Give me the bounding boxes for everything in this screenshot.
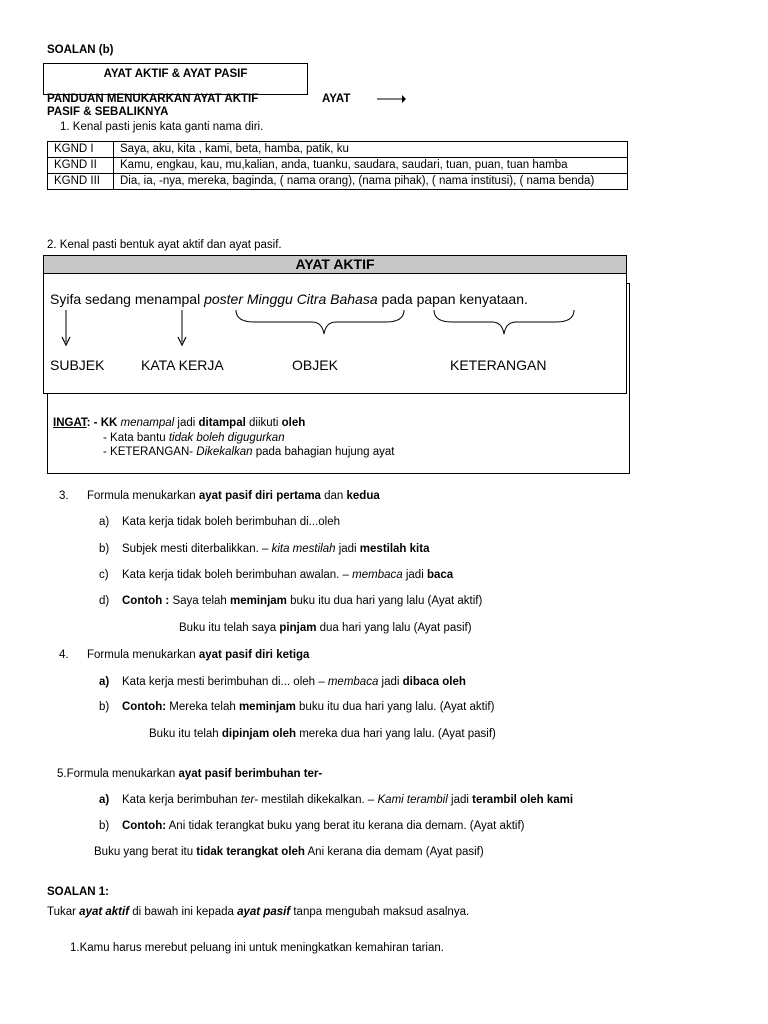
s3-part: baca: [426, 569, 454, 581]
s4-part: ayat pasif diri ketiga: [198, 649, 310, 661]
label-subjek: SUBJEK: [50, 357, 105, 373]
s5-part: Kata kerja berimbuhan: [122, 794, 241, 806]
s5-b-label: b): [99, 820, 110, 832]
label-kata-kerja: KATA KERJA: [141, 357, 224, 373]
s3-part: kita mestilah: [271, 543, 336, 555]
kgnd-table: [47, 141, 628, 190]
table-row: [48, 158, 628, 174]
s3-part: Saya telah: [169, 595, 230, 607]
title-box: [43, 63, 308, 95]
s4-part: meminjam: [238, 701, 296, 713]
ingat-part: - Kata bantu: [103, 432, 169, 444]
ingat-part: pada bahagian hujung ayat: [252, 446, 395, 458]
brace-arrows-graphic: [44, 304, 624, 354]
s4-part: Mereka telah: [166, 701, 239, 713]
ayat-aktif-header: [44, 256, 626, 274]
ingat-line2: [103, 431, 285, 446]
s3-part: jadi: [335, 543, 360, 555]
s4-part: buku itu dua hari yang lalu. (Ayat aktif): [295, 701, 495, 713]
s3-a-label: a): [99, 516, 110, 528]
s5-b-text: [122, 820, 524, 832]
s5-part: tidak terangkat oleh: [196, 846, 305, 858]
s3-part: pinjam: [279, 622, 317, 634]
s5-part: Buku yang berat itu: [94, 846, 197, 858]
s5-a-label: a): [99, 794, 110, 806]
s3-b-text: [122, 543, 429, 555]
ingat-part: jadi: [174, 417, 199, 429]
s3-part: buku itu dua hari yang lalu (Ayat aktif): [286, 595, 483, 607]
sentence-part: Syifa sedang menampal: [50, 291, 205, 307]
s3-part: Kata kerja tidak boleh berimbuhan awalan. –: [122, 569, 353, 581]
s5-part: mestilah dikekalkan. –: [257, 794, 378, 806]
s5-part: jadi: [447, 794, 473, 806]
s5-a-text: [122, 794, 573, 806]
instr-part: di bawah ini kepada: [129, 906, 238, 918]
s4-part: dibaca oleh: [402, 676, 466, 688]
sentence-part: pada papan kenyataan.: [377, 291, 528, 307]
ingat-part: oleh: [281, 417, 306, 429]
s5-part: ayat pasif berimbuhan ter-: [178, 768, 323, 780]
arrow-right-icon: [376, 93, 406, 105]
ingat-part: diikuti: [245, 417, 282, 429]
instr-part: ayat pasif: [237, 906, 291, 918]
s3-part: Formula menukarkan: [87, 490, 199, 502]
s4-part: mereka dua hari yang lalu. (Ayat pasif): [296, 728, 496, 740]
title-box-text: AYAT AKTIF & AYAT PASIF: [103, 68, 248, 80]
s3-part: mestilah kita: [359, 543, 430, 555]
s5-part: 5.Formula menukarkan: [57, 768, 179, 780]
s3-num: 3.: [59, 490, 69, 502]
s4-part: Kata kerja mesti berimbuhan di... oleh –: [122, 676, 328, 688]
soalan1-title: SOALAN 1:: [47, 886, 109, 898]
s3-part: Contoh :: [122, 595, 170, 607]
ingat-line1: [53, 416, 305, 431]
s4-part: jadi: [378, 676, 403, 688]
s4-title: [87, 649, 309, 661]
soalan1-instruction: [47, 906, 469, 918]
label-objek: OBJEK: [292, 357, 338, 373]
s5-part: terambil oleh kami: [472, 794, 574, 806]
s4-b-text: [122, 701, 494, 713]
s3-d-label: d): [99, 595, 110, 607]
instr-part: Tukar: [47, 906, 80, 918]
s4-num: 4.: [59, 649, 69, 661]
s3-d-text: [122, 595, 482, 607]
soalan-b-heading: SOALAN (b): [47, 44, 114, 56]
kgnd-text: Dia, ia, -nya, mereka, baginda, ( nama orang), (nama pihak), ( nama institusi), ( nama benda): [114, 174, 628, 190]
step2-text: 2. Kenal pasti bentuk ayat aktif dan ayat pasif.: [47, 239, 282, 251]
kgnd-text: Saya, aku, kita , kami, beta, hamba, patik, ku: [114, 142, 628, 158]
panduan-ayat: AYAT: [322, 93, 351, 105]
s3-part: membaca: [352, 569, 403, 581]
s4-a-text: [122, 676, 466, 688]
s4-part: Buku itu telah: [149, 728, 222, 740]
s4-part: Formula menukarkan: [87, 649, 199, 661]
step1-text: 1. Kenal pasti jenis kata ganti nama diri.: [60, 121, 264, 133]
s3-part: Buku itu telah saya: [179, 622, 280, 634]
ingat-part: Dikekalkan: [196, 446, 253, 458]
table-row: [48, 142, 628, 158]
s5-title: [57, 768, 322, 780]
instr-part: ayat aktif: [79, 906, 130, 918]
ingat-part: : - KK: [86, 417, 121, 429]
s4-part: dipinjam oleh: [221, 728, 297, 740]
kgnd-label: KGND I: [48, 142, 114, 158]
ingat-part: tidak boleh digugurkan: [168, 432, 285, 444]
s3-part: dua hari yang lalu (Ayat pasif): [316, 622, 472, 634]
label-keterangan: KETERANGAN: [450, 357, 547, 373]
s5-part: Contoh:: [122, 820, 167, 832]
s3-part: meminjam: [230, 595, 287, 607]
ingat-part: ditampal: [198, 417, 246, 429]
ayat-aktif-header-text: AYAT AKTIF: [295, 256, 375, 272]
s3-e-text: [179, 622, 472, 634]
s4-b-label: b): [99, 701, 110, 713]
s3-part: Subjek mesti diterbalikkan. –: [122, 543, 272, 555]
s3-part: dan: [320, 490, 347, 502]
ingat-part: menampal: [120, 417, 175, 429]
instr-part: tanpa mengubah maksud asalnya.: [290, 906, 470, 918]
s4-part: Contoh:: [122, 701, 167, 713]
s3-part: ayat pasif diri pertama: [198, 490, 321, 502]
ingat-line3: [103, 445, 395, 460]
s4-part: membaca: [327, 676, 379, 688]
s4-c-text: [149, 728, 496, 740]
s4-a-label: a): [99, 676, 110, 688]
s5-c-text: [94, 846, 484, 858]
s3-c-text: [122, 569, 453, 581]
ingat-part: - KETERANGAN-: [103, 446, 197, 458]
kgnd-label: KGND II: [48, 158, 114, 174]
sentence-object: poster Minggu Citra Bahasa: [204, 291, 378, 307]
s3-part: kedua: [346, 490, 380, 502]
panduan-line2: PASIF & SEBALIKNYA: [47, 106, 169, 118]
kgnd-text: Kamu, engkau, kau, mu,kalian, anda, tuanku, saudara, saudari, tuan, puan, tuan hamba: [114, 158, 628, 174]
table-row: [48, 174, 628, 190]
ingat-label: INGAT: [53, 417, 87, 429]
ayat-aktif-box: [43, 255, 627, 394]
s5-part: Kami terambil: [377, 794, 448, 806]
s3-b-label: b): [99, 543, 110, 555]
s3-a-text: Kata kerja tidak boleh berimbuhan di...oleh: [122, 516, 341, 528]
s3-c-label: c): [99, 569, 109, 581]
soalan1-q1: 1.Kamu harus merebut peluang ini untuk meningkatkan kemahiran tarian.: [70, 942, 444, 954]
s5-part: Ani kerana dia demam (Ayat pasif): [304, 846, 484, 858]
kgnd-label: KGND III: [48, 174, 114, 190]
s5-part: ter-: [240, 794, 258, 806]
panduan-line1: PANDUAN MENUKARKAN AYAT AKTIF: [47, 93, 259, 105]
s5-part: Ani tidak terangkat buku yang berat itu kerana dia demam. (Ayat aktif): [166, 820, 525, 832]
s3-part: jadi: [402, 569, 427, 581]
s3-title: [87, 490, 380, 502]
